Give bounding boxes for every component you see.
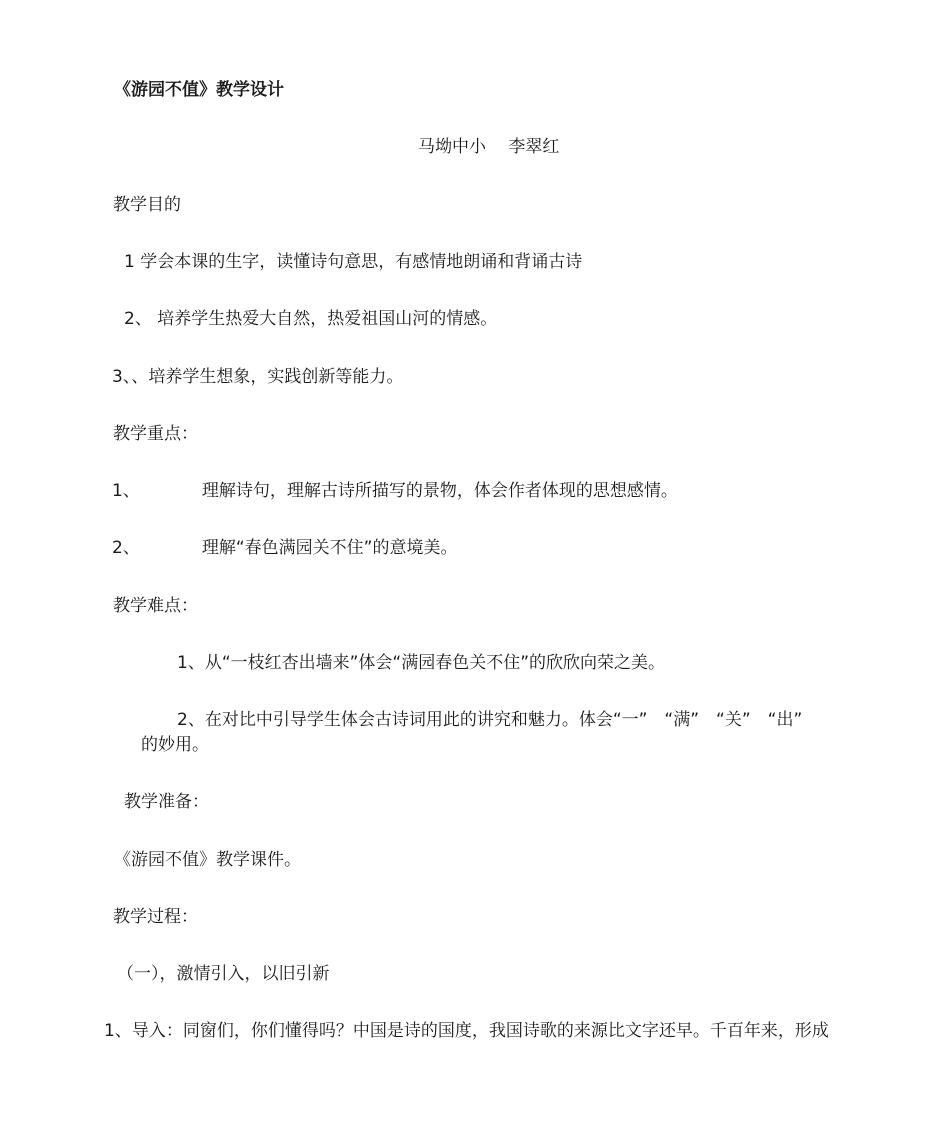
process-intro: 1、导入：同窗们，你们懂得吗？中国是诗的国度，我国诗歌的来源比文字还早。千百年来，形成	[104, 1021, 829, 1041]
goals-heading: 教学目的	[113, 195, 181, 215]
process-step-1: （一），激情引入，以旧引新	[117, 964, 330, 984]
process-heading: 教学过程：	[113, 907, 198, 927]
key-point-1	[112, 480, 678, 502]
goal-item-2: 2、 培养学生热爱大自然，热爱祖国山河的情感。	[124, 309, 498, 329]
key-point-number: 1、	[112, 481, 140, 501]
key-point-number: 2、	[112, 538, 140, 558]
goal-item-1: 1 学会本课的生字，读懂诗句意思，有感情地朗诵和背诵古诗	[124, 252, 583, 272]
prep-text: 《游园不值》教学课件。	[114, 850, 301, 870]
key-heading: 教学重点：	[113, 424, 198, 444]
key-point-text: 理解诗句，理解古诗所描写的景物，体会作者体现的思想感情。	[201, 481, 678, 501]
doc-title: 《游园不值》教学设计	[114, 80, 284, 100]
key-point-text: 理解“春色满园关不住”的意境美。	[201, 538, 458, 558]
difficulty-heading: 教学难点：	[113, 596, 198, 616]
difficulty-item-2-continued: 的妙用。	[141, 735, 209, 755]
author-line: 马坳中小 李翠红	[418, 137, 560, 157]
prep-heading: 教学准备：	[124, 792, 209, 812]
difficulty-item-2: 2、在对比中引导学生体会古诗词用此的讲究和魅力。体会“一” “满” “关” “出”	[177, 710, 803, 730]
key-point-2	[112, 537, 457, 559]
goal-item-3: 3、、培养学生想象，实践创新等能力。	[112, 367, 404, 387]
difficulty-item-1: 1、从“一枝红杏出墙来”体会“满园春色关不住”的欣欣向荣之美。	[177, 653, 666, 673]
